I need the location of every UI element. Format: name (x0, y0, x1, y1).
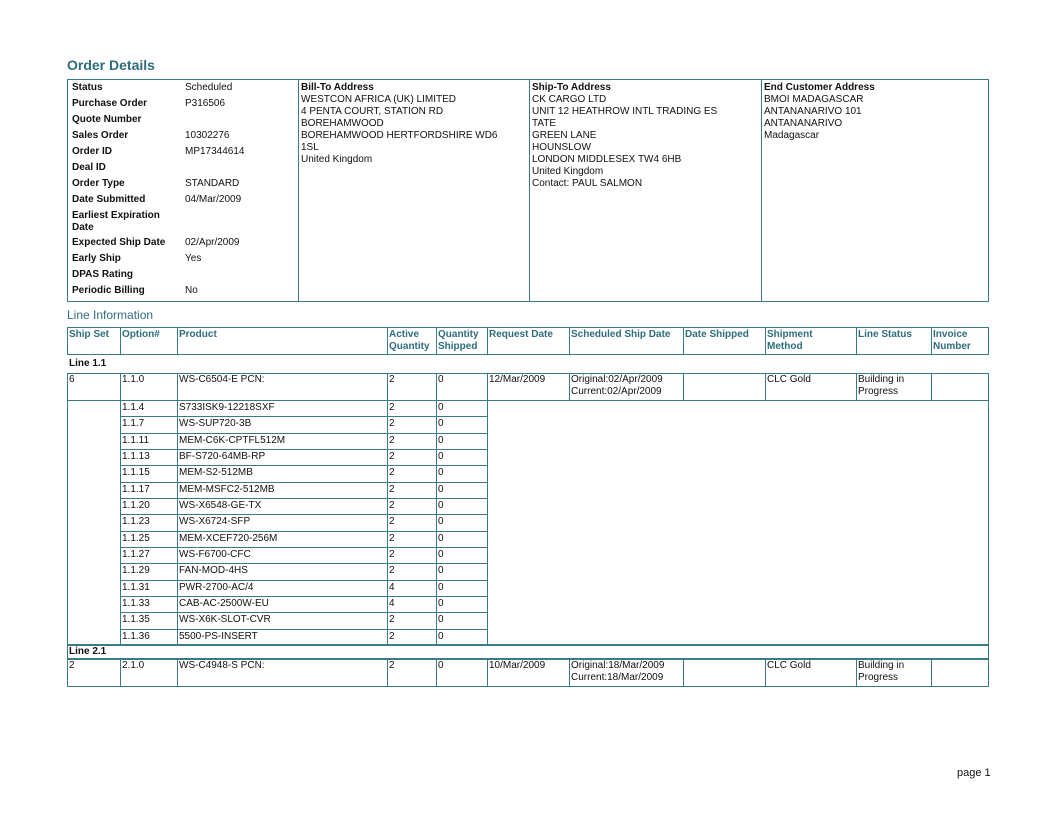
ship-to-line: United Kingdom (532, 166, 604, 177)
option-active-quantity: 2 (389, 532, 395, 544)
ship-to-address (529, 80, 761, 301)
grid-line (120, 547, 487, 548)
ship-to-line: HOUNSLOW (532, 142, 591, 153)
grid-line (120, 449, 487, 450)
option-quantity-shipped: 0 (438, 499, 444, 511)
line-label-row (67, 645, 989, 659)
option-quantity-shipped: 0 (438, 630, 444, 642)
cell-line-status: Building in Progress (858, 374, 905, 397)
grid-line (120, 563, 487, 564)
option-quantity-shipped: 0 (438, 450, 444, 462)
option-product: 5500-PS-INSERT (179, 630, 258, 642)
option-quantity-shipped: 0 (438, 434, 444, 446)
field-value: 02/Apr/2009 (185, 237, 240, 248)
bill-to-line: United Kingdom (301, 154, 373, 165)
option-quantity-shipped: 0 (438, 548, 444, 560)
option-quantity-shipped: 0 (438, 402, 444, 413)
grid-line (120, 416, 487, 417)
option-active-quantity: 2 (389, 418, 395, 430)
header-scheduled-ship-date: Scheduled Ship Date (571, 329, 671, 340)
option-product: BF-S720-64MB-RP (179, 450, 266, 462)
cell-shipment-method: CLC Gold (767, 659, 811, 671)
cell-active-quantity: 2 (389, 374, 395, 385)
page-title: Order Details (67, 57, 155, 73)
grid-line (120, 465, 487, 466)
cell-option: 2.1.0 (122, 659, 145, 671)
field-label: Sales Order (72, 130, 129, 141)
header-quantity-shipped: Quantity Shipped (438, 329, 479, 352)
field-label: Purchase Order (72, 98, 148, 109)
line-items-table (67, 327, 989, 693)
option-number: 1.1.11 (122, 434, 150, 446)
option-product: WS-X6548-GE-TX (179, 499, 262, 511)
line-label: Line 2.1 (69, 645, 107, 657)
option-number: 1.1.35 (122, 614, 150, 626)
bill-to-line: 1SL (301, 142, 319, 153)
field-label: Date Submitted (72, 194, 146, 205)
option-number: 1.1.17 (122, 483, 150, 495)
option-quantity-shipped: 0 (438, 581, 444, 593)
end-customer-line: Madagascar (764, 130, 820, 141)
option-number: 1.1.4 (122, 402, 145, 413)
field-value: No (185, 285, 198, 296)
option-quantity-shipped: 0 (438, 418, 444, 430)
cell-product: WS-C4948-S PCN: (179, 659, 265, 671)
option-product: WS-SUP720-3B (179, 418, 252, 430)
ship-to-line: Contact: PAUL SALMON (532, 178, 643, 189)
option-number: 1.1.15 (122, 467, 150, 479)
cell-product: WS-C6504-E PCN: (179, 374, 265, 385)
option-quantity-shipped: 0 (438, 597, 444, 609)
option-number: 1.1.27 (122, 548, 150, 560)
bill-to-address (298, 80, 529, 301)
field-label: Early Ship (72, 253, 121, 264)
cell-quantity-shipped: 0 (438, 374, 444, 385)
header-shipment-method: Shipment Method (767, 329, 813, 352)
field-label: DPAS Rating (72, 269, 133, 280)
header-line-status: Line Status (858, 329, 912, 340)
order-header-block (67, 79, 989, 302)
option-active-quantity: 4 (389, 581, 395, 593)
cell-quantity-shipped: 0 (438, 659, 444, 671)
ship-to-heading: Ship-To Address (532, 82, 611, 93)
option-active-quantity: 2 (389, 516, 395, 528)
option-active-quantity: 2 (389, 434, 395, 446)
cell-scheduled-ship-date: Original:18/Mar/2009 Current:18/Mar/2009 (571, 659, 665, 683)
field-label: Earliest Expiration Date (72, 210, 160, 233)
field-value: 04/Mar/2009 (185, 194, 242, 205)
grid-line (120, 433, 487, 434)
option-product: MEM-XCEF720-256M (179, 532, 278, 544)
field-label: Status (72, 82, 103, 93)
field-label: Periodic Billing (72, 285, 145, 296)
line-label: Line 1.1 (69, 358, 107, 369)
end-customer-line: BMOI MADAGASCAR (764, 94, 864, 105)
grid-line (931, 373, 932, 401)
cell-shipment-method: CLC Gold (767, 374, 811, 385)
grid-line (487, 400, 488, 645)
option-active-quantity: 2 (389, 467, 395, 479)
grid-line (683, 659, 684, 687)
option-product: MEM-MSFC2-512MB (179, 483, 275, 495)
option-active-quantity: 2 (389, 450, 395, 462)
page-number: page 1 (957, 767, 991, 779)
header-date-shipped: Date Shipped (685, 329, 749, 340)
bill-to-line: 4 PENTA COURT, STATION RD (301, 106, 444, 117)
option-active-quantity: 2 (389, 402, 395, 413)
cell-request-date: 10/Mar/2009 (489, 659, 546, 671)
option-number: 1.1.29 (122, 565, 150, 577)
ship-to-line: UNIT 12 HEATHROW INTL TRADING ES (532, 106, 718, 117)
end-customer-line: ANTANANARIVO 101 (764, 106, 862, 117)
option-number: 1.1.36 (122, 630, 150, 642)
field-label: Quote Number (72, 114, 142, 125)
option-active-quantity: 2 (389, 630, 395, 642)
end-customer-heading: End Customer Address (764, 82, 875, 93)
header-invoice-number: Invoice Number (933, 329, 971, 352)
cell-request-date: 12/Mar/2009 (489, 374, 546, 385)
bill-to-heading: Bill-To Address (301, 82, 374, 93)
cell-line-status: Building in Progress (858, 659, 905, 683)
grid-line (120, 498, 487, 499)
grid-line (120, 629, 487, 630)
cell-active-quantity: 2 (389, 659, 395, 671)
cell-ship-set: 2 (69, 659, 75, 671)
option-product: PWR-2700-AC/4 (179, 581, 254, 593)
header-ship-set: Ship Set (69, 329, 110, 340)
option-number: 1.1.23 (122, 516, 150, 528)
header-request-date: Request Date (489, 329, 553, 340)
field-value: MP17344614 (185, 146, 245, 157)
header-active-quantity: Active Quantity (389, 329, 430, 352)
option-quantity-shipped: 0 (438, 483, 444, 495)
option-active-quantity: 2 (389, 483, 395, 495)
field-label: Expected Ship Date (72, 237, 166, 248)
grid-line (931, 659, 932, 687)
option-number: 1.1.33 (122, 597, 150, 609)
header-product: Product (179, 329, 217, 340)
option-product: MEM-S2-512MB (179, 467, 253, 479)
option-number: 1.1.7 (122, 418, 145, 430)
cell-option: 1.1.0 (122, 374, 145, 385)
option-number: 1.1.13 (122, 450, 150, 462)
end-customer-line: ANTANANARIVO (764, 118, 843, 129)
option-quantity-shipped: 0 (438, 565, 444, 577)
grid-line (683, 373, 684, 401)
option-product: WS-X6K-SLOT-CVR (179, 614, 271, 626)
option-product: S733ISK9-12218SXF (179, 402, 275, 413)
field-label: Deal ID (72, 162, 106, 173)
field-label: Order ID (72, 146, 113, 157)
header-option: Option# (122, 329, 160, 340)
ship-to-line: GREEN LANE (532, 130, 597, 141)
cell-scheduled-ship-date: Original:02/Apr/2009 Current:02/Apr/2009 (571, 374, 663, 397)
field-label: Order Type (72, 178, 125, 189)
grid-line (120, 580, 487, 581)
order-fields (68, 80, 298, 301)
ship-to-line: CK CARGO LTD (532, 94, 607, 105)
end-customer-address (761, 80, 990, 301)
field-value: 10302276 (185, 130, 230, 141)
option-product: WS-F6700-CFC (179, 548, 251, 560)
option-active-quantity: 2 (389, 614, 395, 626)
grid-line (120, 482, 487, 483)
grid-line (120, 531, 487, 532)
grid-line (120, 612, 487, 613)
option-active-quantity: 4 (389, 597, 395, 609)
option-quantity-shipped: 0 (438, 516, 444, 528)
option-product: FAN-MOD-4HS (179, 565, 248, 577)
option-product: WS-X6724-SFP (179, 516, 251, 528)
option-active-quantity: 2 (389, 565, 395, 577)
option-number: 1.1.20 (122, 499, 150, 511)
ship-to-line: TATE (532, 118, 557, 129)
grid-line (120, 514, 487, 515)
grid-line (120, 596, 487, 597)
option-product: CAB-AC-2500W-EU (179, 597, 269, 609)
line-information-title: Line Information (67, 308, 154, 322)
bill-to-line: BOREHAMWOOD HERTFORDSHIRE WD6 (301, 130, 498, 141)
option-number: 1.1.31 (122, 581, 150, 593)
cell-ship-set: 6 (69, 374, 75, 385)
field-value: P316506 (185, 98, 226, 109)
option-product: MEM-C6K-CPTFL512M (179, 434, 286, 446)
option-active-quantity: 2 (389, 548, 395, 560)
option-quantity-shipped: 0 (438, 467, 444, 479)
option-quantity-shipped: 0 (438, 614, 444, 626)
option-active-quantity: 2 (389, 499, 395, 511)
option-number: 1.1.25 (122, 532, 150, 544)
field-value: Yes (185, 253, 202, 264)
option-quantity-shipped: 0 (438, 532, 444, 544)
field-value: STANDARD (185, 178, 240, 189)
bill-to-line: WESTCON AFRICA (UK) LIMITED (301, 94, 457, 105)
bill-to-line: BOREHAMWOOD (301, 118, 384, 129)
field-value: Scheduled (185, 82, 233, 93)
ship-to-line: LONDON MIDDLESEX TW4 6HB (532, 154, 682, 165)
